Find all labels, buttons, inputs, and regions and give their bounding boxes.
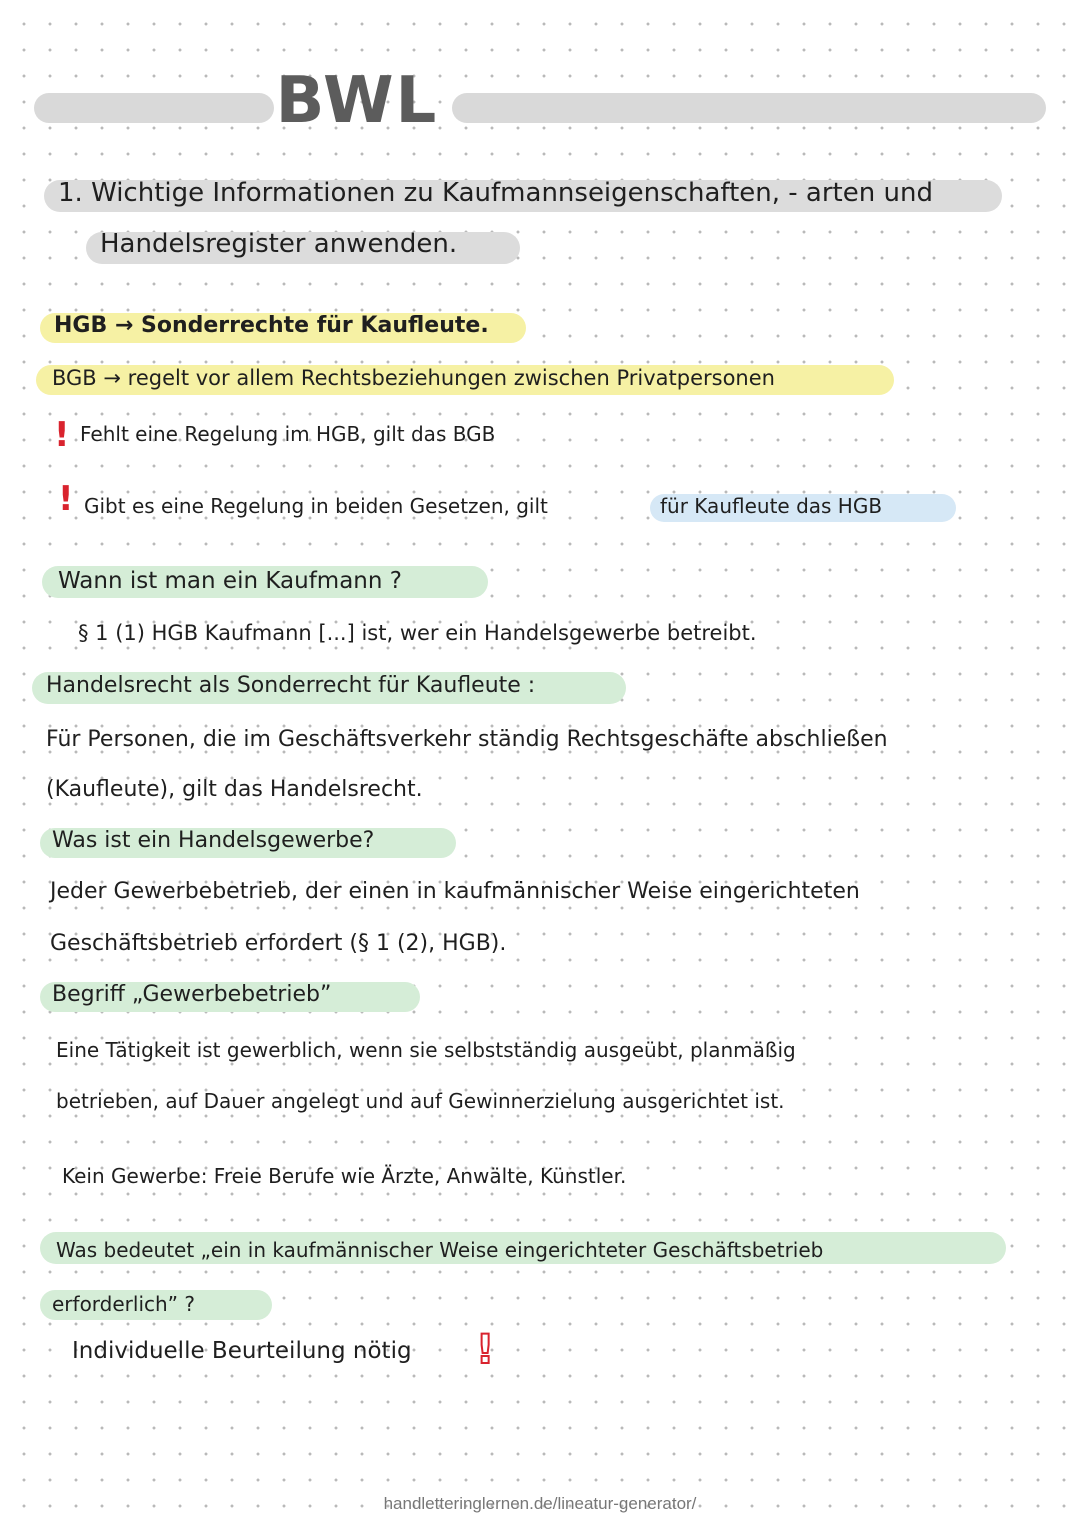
gewerbebetrieb-line-3: Kein Gewerbe: Freie Berufe wie Ärzte, Anwälte, Künstler. — [62, 1164, 627, 1188]
gewerbebetrieb-line-2: betrieben, auf Dauer angelegt und auf Gewinnerzielung ausgerichtet ist. — [56, 1089, 785, 1113]
heading-line-2: Handelsregister anwenden. — [100, 229, 458, 259]
warning-icon-1: ! — [54, 415, 70, 455]
handelsgewerbe-line-2: Geschäftsbetrieb erfordert (§ 1 (2), HGB). — [50, 931, 507, 956]
handelsrecht-line-1: Für Personen, die im Geschäftsverkehr ständig Rechtsgeschäfte abschließen — [46, 727, 888, 752]
handelsgewerbe-line-1: Jeder Gewerbebetrieb, der einen in kaufmännischer Weise eingerichteten — [50, 879, 860, 904]
hgb-note: HGB → Sonderrechte für Kaufleute. — [54, 313, 489, 338]
gewerbebetrieb-heading: Begriff „Gewerbebetrieb” — [52, 982, 332, 1007]
gewerbebetrieb-line-1: Eine Tätigkeit ist gewerblich, wenn sie selbstständig ausgeübt, planmäßig — [56, 1038, 796, 1062]
kaufmann-paragraph: § 1 (1) HGB Kaufmann [...] ist, wer ein Handelsgewerbe betreibt. — [78, 621, 757, 645]
handelsrecht-line-2: (Kaufleute), gilt das Handelsrecht. — [46, 777, 423, 802]
handelsrecht-heading: Handelsrecht als Sonderrecht für Kaufleute : — [46, 673, 536, 698]
warning-note-1: Fehlt eine Regelung im HGB, gilt das BGB — [80, 422, 496, 446]
warning-outline-icon: ! — [476, 1327, 495, 1373]
heading-line-1: 1. Wichtige Informationen zu Kaufmannseigenschaften, - arten und — [58, 178, 933, 208]
warning-note-2a: Gibt es eine Regelung in beiden Gesetzen, gilt — [84, 494, 548, 518]
page-title: BWL — [275, 64, 439, 138]
footer-url: handletteringlernen.de/lineatur-generator/ — [383, 1494, 697, 1513]
warning-icon-2: ! — [58, 479, 74, 519]
kaufmann-question: Wann ist man ein Kaufmann ? — [58, 568, 402, 594]
bgb-note: BGB → regelt vor allem Rechtsbeziehungen zwischen Privatpersonen — [52, 366, 775, 390]
warning-note-2b: für Kaufleute das HGB — [660, 494, 883, 518]
title-bar-left — [34, 93, 274, 123]
title-bar-right — [452, 93, 1046, 123]
handelsgewerbe-question: Was ist ein Handelsgewerbe? — [52, 828, 375, 853]
bedeutung-question-line-1: Was bedeutet „ein in kaufmännischer Weise eingerichteter Geschäftsbetrieb — [56, 1238, 824, 1262]
bedeutung-answer: Individuelle Beurteilung nötig — [72, 1338, 412, 1364]
bedeutung-question-line-2: erforderlich” ? — [52, 1292, 196, 1316]
